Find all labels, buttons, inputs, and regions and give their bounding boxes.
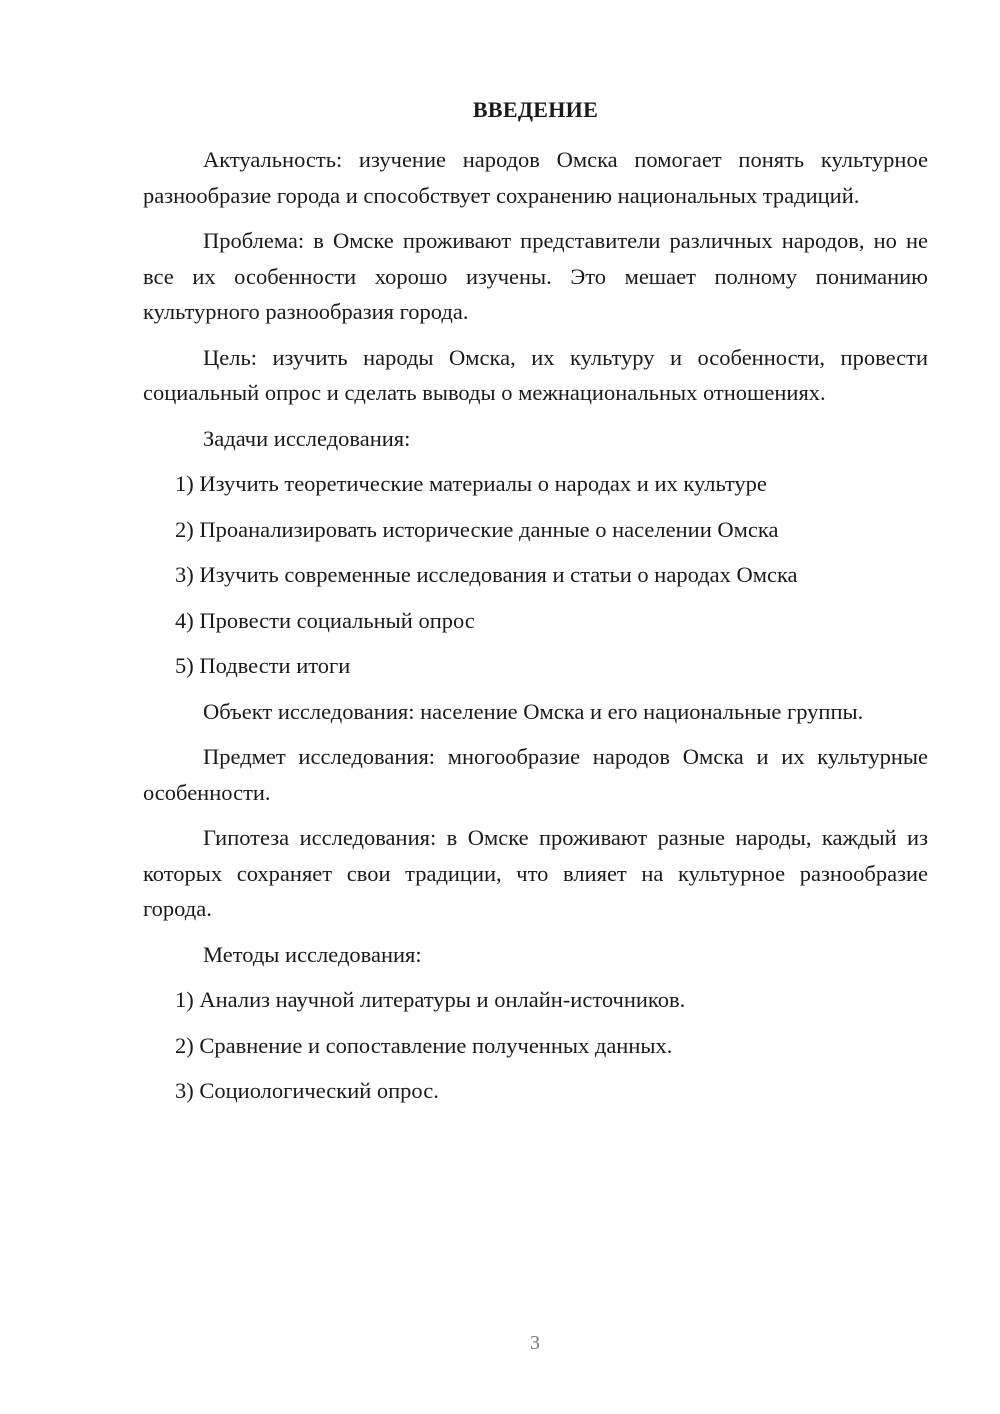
task-item: 2) Проанализировать исторические данные о населении Омска — [175, 516, 779, 542]
document-body — [143, 142, 928, 1119]
relevance-paragraph: Актуальность: изучение народов Омска помогает понять культурное разнообразие города и способствует сохранению национальных традиций. — [143, 147, 928, 208]
section-title: ВВЕДЕНИЕ — [472, 97, 599, 122]
task-item: 5) Подвести итоги — [175, 653, 351, 678]
subject-paragraph: Предмет исследования: многообразие народов Омска и их культурные особенности. — [143, 744, 928, 805]
page-number: 3 — [530, 1332, 540, 1354]
problem-paragraph: Проблема: в Омске проживают представители различных народов, но не все их особенности хорошо изучены. Это мешает полному пониманию культурного разнообразия города. — [143, 228, 928, 324]
tasks-heading: Задачи исследования: — [203, 425, 411, 451]
method-item: 3) Социологический опрос. — [175, 1078, 439, 1103]
method-item: 2) Сравнение и сопоставление полученных данных. — [175, 1032, 673, 1058]
task-item: 4) Провести социальный опрос — [175, 607, 475, 633]
task-item: 1) Изучить теоретические материалы о народах и их культуре — [175, 471, 767, 496]
goal-paragraph: Цель: изучить народы Омска, их культуру и особенности, провести социальный опрос и сделать выводы о межнациональных отношениях. — [143, 344, 928, 405]
hypothesis-paragraph: Гипотеза исследования: в Омске проживают разные народы, каждый из которых сохраняет свои традиции, что влияет на культурное разнообразие города. — [143, 825, 928, 921]
object-paragraph: Объект исследования: население Омска и его национальные группы. — [203, 698, 864, 724]
method-item: 1) Анализ научной литературы и онлайн-источников. — [175, 987, 686, 1012]
methods-heading: Методы исследования: — [203, 941, 422, 967]
task-item: 3) Изучить современные исследования и статьи о народах Омска — [175, 562, 798, 587]
